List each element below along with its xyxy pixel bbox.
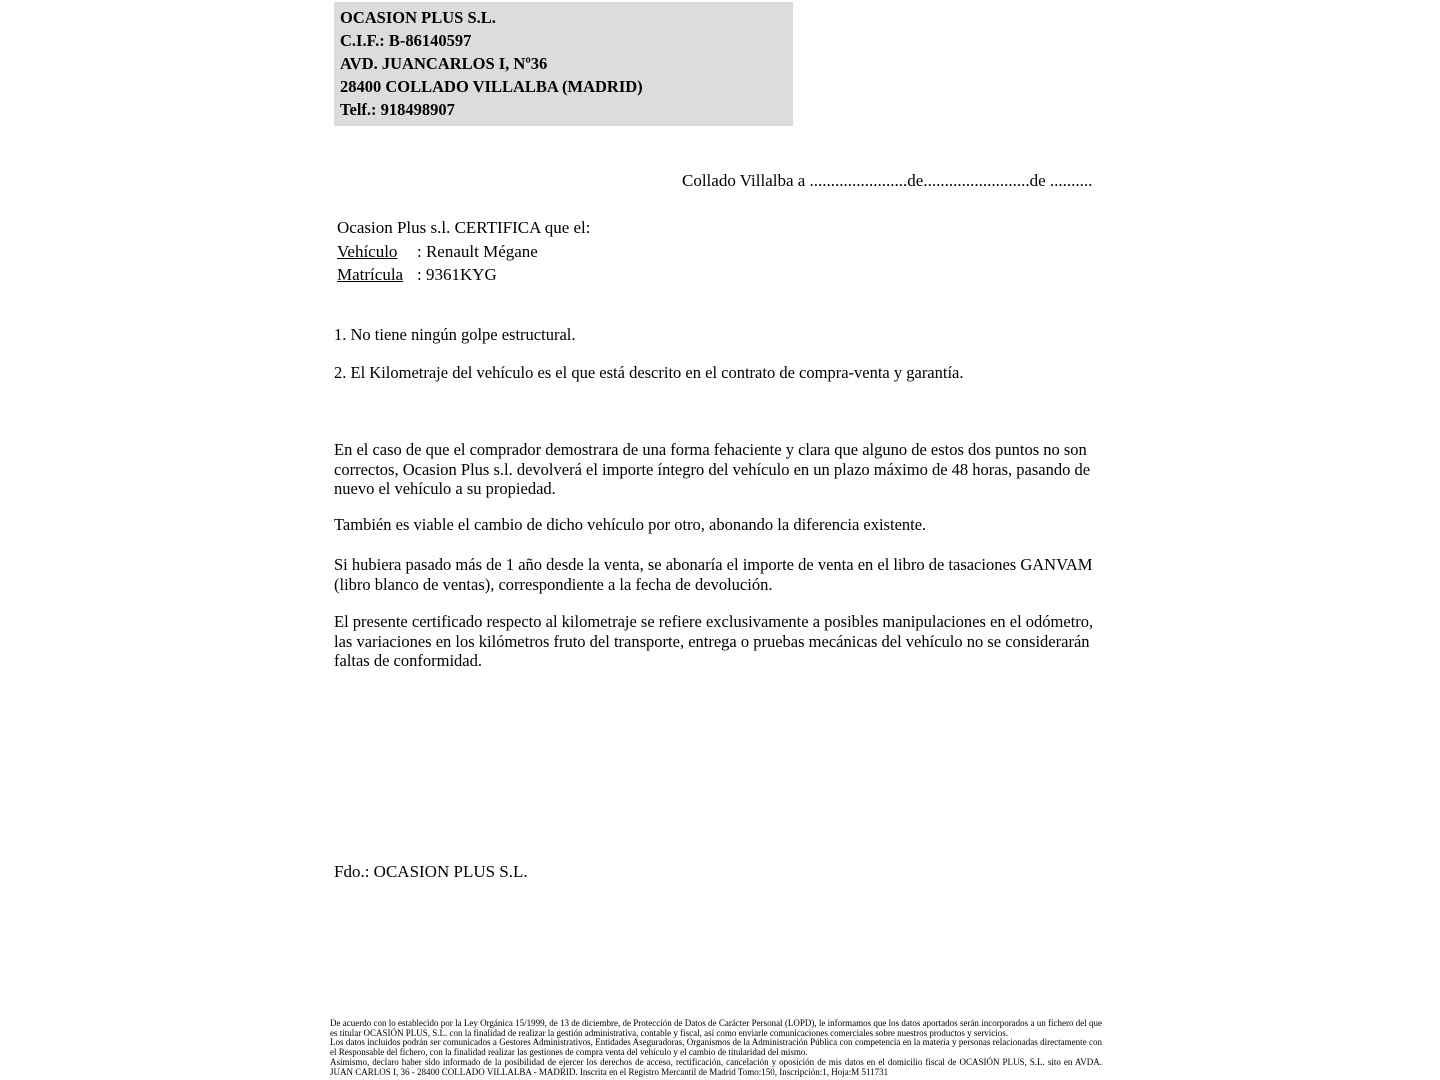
footer-legal-paragraph-2: Los datos incluidos podrán ser comunicados a Gestores Administrativos, Entidades Aseguradoras, Organismos de la Administración Pública con competencia en la materia y personas relacionadas directamente con el Responsable del fichero, con la finalidad realizar las gestiones de compra venta del vehículo y el cambio de titularidad del mismo.	[330, 1037, 1102, 1058]
paragraph-exchange: También es viable el cambio de dicho vehículo por otro, abonando la diferencia existente.	[334, 515, 927, 534]
plate-row	[337, 263, 591, 287]
paragraph-ganvam: Si hubiera pasado más de 1 año desde la venta, se abonaría el importe de venta en el libro de tasaciones GANVAM (libro blanco de ventas), correspondiente a la fecha de devolución.	[334, 555, 1093, 594]
plate-value: : 9361KYG	[417, 265, 497, 284]
paragraph-refund: En el caso de que el comprador demostrara de una forma fehaciente y clara que alguno de estos dos puntos no son correctos, Ocasion Plus s.l. devolverá el importe íntegro del vehículo en un plazo máximo de 48 horas, pasando de nuevo el vehículo a su propiedad.	[334, 440, 1091, 499]
certificate-point-2: 2. El Kilometraje del vehículo es el que está descrito en el contrato de compra-venta y garantía.	[334, 363, 964, 382]
company-name: OCASION PLUS S.L.	[340, 8, 496, 27]
date-line: Collado Villalba a .......................de.........................de ..........	[682, 171, 1093, 190]
company-phone: Telf.: 918498907	[340, 100, 455, 119]
company-city: 28400 COLLADO VILLALBA (MADRID)	[340, 77, 643, 96]
footer-legal-paragraph-3: Asimismo, declaro haber sido informado de la posibilidad de ejercer los derechos de acceso, rectificación, cancelación y oposición de mis datos en el domicilio fiscal de OCASIÓN PLUS, S.L. sito en AVDA. JUAN CARLOS I, 36 - 28400 COLLADO VILLALBA - MADRID. Inscrita en el Registro Mercantil de Madrid Tomo:150, Inscripción:1, Hoja:M 511731	[330, 1056, 1102, 1077]
company-header-box	[334, 2, 793, 126]
footer-legal-text	[330, 1019, 1102, 1077]
certificate-point-1: 1. No tiene ningún golpe estructural.	[334, 325, 576, 344]
footer-legal-paragraph-1: De acuerdo con lo establecido por la Ley Orgánica 15/1999, de 13 de diciembre, de Protección de Datos de Carácter Personal (LOPD), le informamos que los datos aportados serán incorporados a un fichero del que es titular OCASIÓN PLUS, S.L. con la finalidad de realizar la gestión administrativa, contable y fiscal, así como enviarle comunicaciones comerciales sobre nuestros productos y servicios.	[330, 1018, 1102, 1038]
vehicle-value: : Renault Mégane	[417, 241, 538, 261]
vehicle-label: Vehículo	[337, 241, 398, 261]
signature-line: Fdo.: OCASION PLUS S.L.	[334, 862, 528, 881]
company-cif: C.I.F.: B-86140597	[340, 31, 472, 50]
vehicle-row	[337, 240, 591, 264]
company-address: AVD. JUANCARLOS I, Nº36	[340, 54, 548, 73]
plate-label: Matrícula	[337, 265, 404, 284]
certification-block	[337, 216, 591, 287]
paragraph-odometer: El presente certificado respecto al kilometraje se refiere exclusivamente a posibles manipulaciones en el odómetro, las variaciones en los kilómetros fruto del transporte, entrega o pruebas mecánicas del vehículo no se considerarán faltas de conformidad.	[334, 612, 1094, 671]
certifies-intro: Ocasion Plus s.l. CERTIFICA que el:	[337, 218, 591, 237]
